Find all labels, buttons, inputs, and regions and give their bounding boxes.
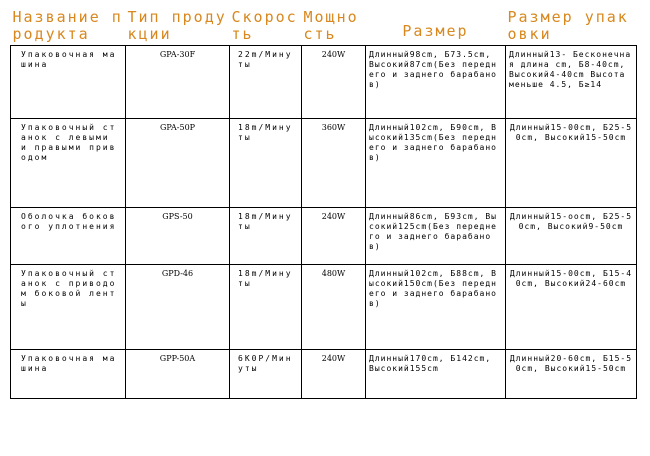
cell-speed: 22m/Минуты bbox=[230, 46, 302, 119]
cell-product-name: Упаковочный станок с левыми и правыми приводом bbox=[11, 119, 126, 208]
header-package-size: Размер упаковки bbox=[506, 6, 637, 46]
header-product-type: Тип продукции bbox=[126, 6, 230, 46]
cell-power: 240W bbox=[302, 350, 366, 399]
cell-power: 360W bbox=[302, 119, 366, 208]
cell-power: 480W bbox=[302, 265, 366, 350]
header-row bbox=[11, 6, 637, 46]
cell-size: Длинный170cm, Б142cm, Высокий155cm bbox=[366, 350, 506, 399]
cell-package-size: Длинный13- Бесконечная длина cm, Б8-40cm, Высокий4-40cm Высота меньше 4.5, Б≥14 bbox=[506, 46, 637, 119]
cell-package-size: Длинный15-00cm, Б15-40cm, Высокий24-60cm bbox=[506, 265, 637, 350]
cell-power: 240W bbox=[302, 46, 366, 119]
cell-speed: 18m/Минуты bbox=[230, 119, 302, 208]
cell-size: Длинный98cm, Б73.5cm, Высокий87cm(Без переднего и заднего барабанов) bbox=[366, 46, 506, 119]
cell-size: Длинный86cm, Б93cm, Высокий125cm(Без переднего и заднего барабанов) bbox=[366, 208, 506, 265]
cell-size: Длинный102cm, Б90cm, Высокий135cm(Без переднего и заднего барабанов) bbox=[366, 119, 506, 208]
spec-table-container bbox=[10, 6, 636, 399]
cell-package-size: Длинный15-00cm, Б25-50cm, Высокий15-50cm bbox=[506, 119, 637, 208]
cell-speed: 18m/Минуты bbox=[230, 265, 302, 350]
cell-product-name: Упаковочная машина bbox=[11, 350, 126, 399]
header-speed: Скорость bbox=[230, 6, 302, 46]
cell-package-size: Длинный15-ооcm, Б25-50cm, Высокий9-50cm bbox=[506, 208, 637, 265]
cell-product-name: Оболочка бокового уплотнения bbox=[11, 208, 126, 265]
cell-speed: 18m/Минуты bbox=[230, 208, 302, 265]
spec-table bbox=[10, 6, 637, 399]
cell-product-name: Упаковочная машина bbox=[11, 46, 126, 119]
cell-speed: 6K0P/Минуты bbox=[230, 350, 302, 399]
cell-product-type: GPP-50A bbox=[126, 350, 230, 399]
cell-power: 240W bbox=[302, 208, 366, 265]
header-power: Мощность bbox=[302, 6, 366, 46]
table-row bbox=[11, 119, 637, 208]
cell-size: Длинный102cm, Б88cm, Высокий150cm(Без переднего и заднего барабанов) bbox=[366, 265, 506, 350]
cell-product-type: GPA-30F bbox=[126, 46, 230, 119]
cell-product-name: Упаковочный станок с приводом боковой ленты bbox=[11, 265, 126, 350]
cell-product-type: GPA-50P bbox=[126, 119, 230, 208]
table-row bbox=[11, 350, 637, 399]
cell-product-type: GPS-50 bbox=[126, 208, 230, 265]
table-row bbox=[11, 208, 637, 265]
table-row bbox=[11, 265, 637, 350]
header-product-name: Название продукта bbox=[11, 6, 126, 46]
cell-package-size: Длинный20-60cm, Б15-50cm, Высокий15-50cm bbox=[506, 350, 637, 399]
table-row bbox=[11, 46, 637, 119]
header-size: Размер bbox=[366, 6, 506, 46]
cell-product-type: GPD-46 bbox=[126, 265, 230, 350]
